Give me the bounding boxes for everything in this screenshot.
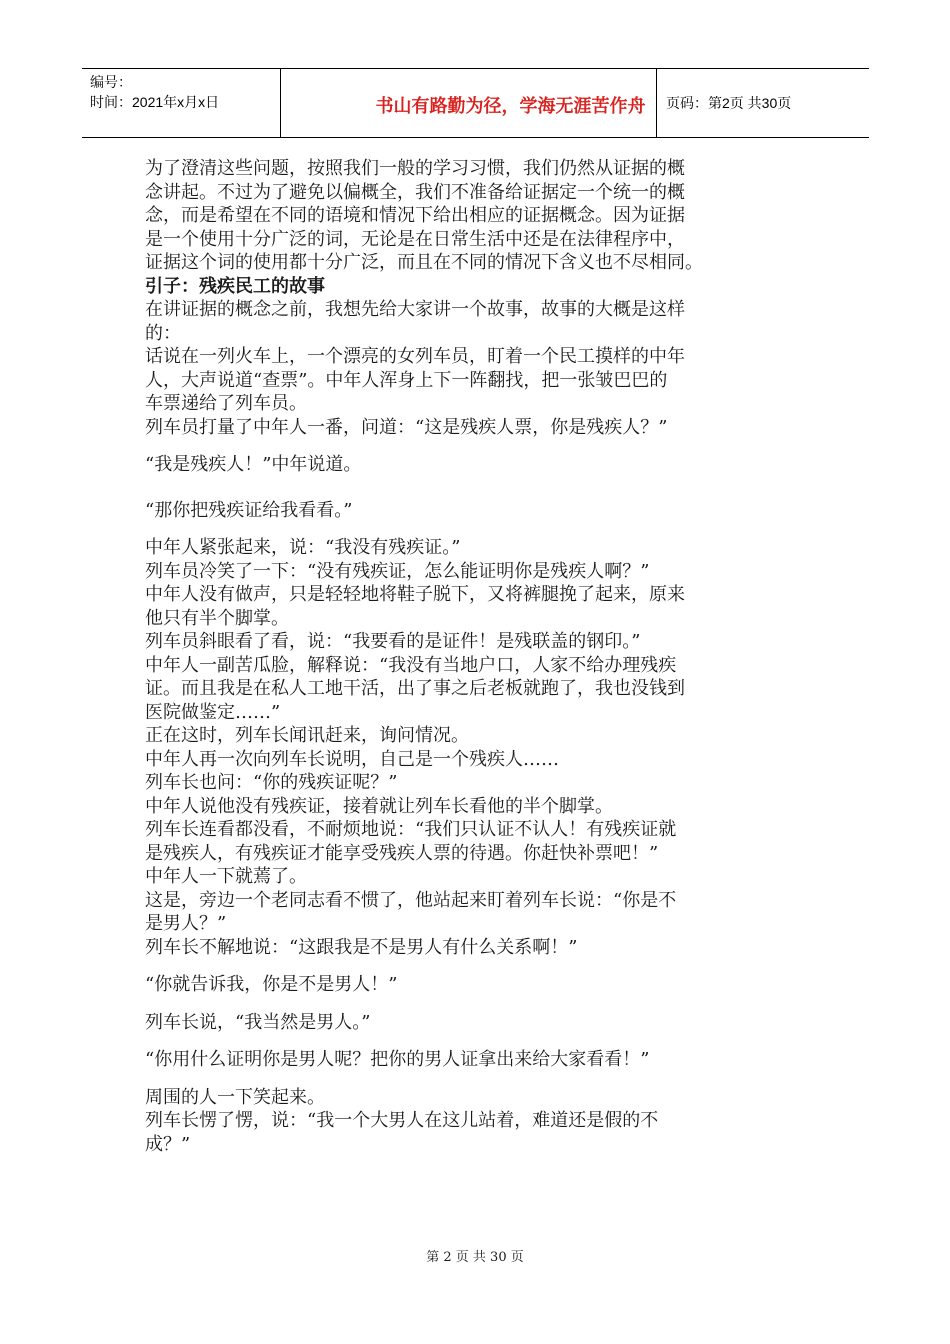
text-line: “我是残疾人！”中年说道。	[145, 454, 362, 475]
text-line: 列车员冷笑了一下：“没有残疾证，怎么能证明你是残疾人啊？”	[145, 560, 650, 582]
text-line: 中年人一下就蔫了。	[145, 866, 307, 887]
page-footer: 第 2 页 共 30 页	[426, 1250, 524, 1265]
section-heading: 引子：残疾民工的故事	[145, 275, 325, 297]
text-line: 念，而是希望在不同的语境和情况下给出相应的证据概念。因为证据	[145, 205, 685, 226]
header-page-info: 页码：第2页 共30页	[666, 95, 792, 111]
text-line: 的：	[145, 322, 181, 344]
document-body	[145, 157, 805, 1156]
text-line: 这是，旁边一个老同志看不惯了，他站起来盯着列车长说：“你是不	[145, 889, 677, 911]
text-line: 列车长愣了愣，说：“我一个大男人在这儿站着，难道还是假的不	[145, 1110, 659, 1131]
text-line: 正在这时，列车长闻讯赶来，询问情况。	[145, 725, 469, 746]
text-line: 列车长也问：“你的残疾证呢？”	[145, 772, 398, 793]
text-line: 在讲证据的概念之前，我想先给大家讲一个故事，故事的大概是这样	[145, 299, 685, 320]
text-line: 是男人？”	[145, 913, 227, 934]
text-line: “那你把残疾证给我看看。”	[145, 499, 353, 521]
text-line: 列车员斜眼看了看，说：“我要看的是证件！是残联盖的钢印。”	[145, 631, 641, 652]
text-line: 医院做鉴定……”	[145, 701, 281, 723]
text-line: 证据这个词的使用都十分广泛，而且在不同的情况下含义也不尽相同。	[145, 252, 703, 273]
header-meta	[90, 69, 280, 137]
header-motto: 书山有路勤为径，学海无涯苦作舟	[375, 96, 646, 117]
text-line: 列车员打量了中年人一番，问道：“这是残疾人票，你是残疾人？”	[145, 416, 668, 438]
text-line: 念讲起。不过为了避免以偏概全，我们不准备给证据定一个统一的概	[145, 181, 685, 203]
text-line: 中年人再一次向列车长说明，自己是一个残疾人……	[145, 748, 559, 770]
header-date-label: 时间：2021年x月x日	[90, 94, 220, 110]
text-line: 成？”	[145, 1133, 191, 1155]
header-divider-right	[656, 69, 657, 137]
text-line: 列车长不解地说：“这跟我是不是男人有什么关系啊！”	[145, 936, 578, 958]
page-header	[82, 68, 869, 138]
text-line: 中年人紧张起来，说：“我没有残疾证。”	[145, 537, 461, 558]
text-line: 中年人没有做声，只是轻轻地将鞋子脱下，又将裤腿挽了起来，原来	[145, 584, 685, 605]
text-line: 是一个使用十分广泛的词，无论是在日常生活中还是在法律程序中，	[145, 228, 685, 250]
text-line: 为了澄清这些问题，按照我们一般的学习习惯，我们仍然从证据的概	[145, 158, 685, 179]
text-line: 列车长说，“我当然是男人。”	[145, 1011, 371, 1033]
text-line: 是残疾人，有残疾证才能享受残疾人票的待遇。你赶快补票吧！”	[145, 842, 659, 864]
text-line: 列车长连看都没看，不耐烦地说：“我们只认证不认人！有残疾证就	[145, 819, 677, 840]
text-line: 他只有半个脚掌。	[145, 607, 289, 629]
text-line: 中年人说他没有残疾证，接着就让列车长看他的半个脚掌。	[145, 795, 613, 817]
text-line: “你就告诉我，你是不是男人！”	[145, 974, 398, 995]
text-line: 周围的人一下笑起来。	[145, 1086, 325, 1108]
header-divider-left	[280, 69, 281, 137]
text-line: 人，大声说道“查票”。中年人浑身上下一阵翻找，把一张皱巴巴的	[145, 369, 668, 391]
text-line: 话说在一列火车上，一个漂亮的女列车员，盯着一个民工摸样的中年	[145, 346, 685, 367]
text-line: 中年人一副苦瓜脸，解释说：“我没有当地户口，人家不给办理残疾	[145, 654, 677, 676]
text-line: 证。而且我是在私人工地干活，出了事之后老板就跑了，我也没钱到	[145, 678, 685, 699]
header-code-label: 编号：	[90, 74, 132, 90]
text-line: 车票递给了列车员。	[145, 393, 307, 414]
text-line: “你用什么证明你是男人呢？把你的男人证拿出来给大家看看！”	[145, 1049, 650, 1070]
